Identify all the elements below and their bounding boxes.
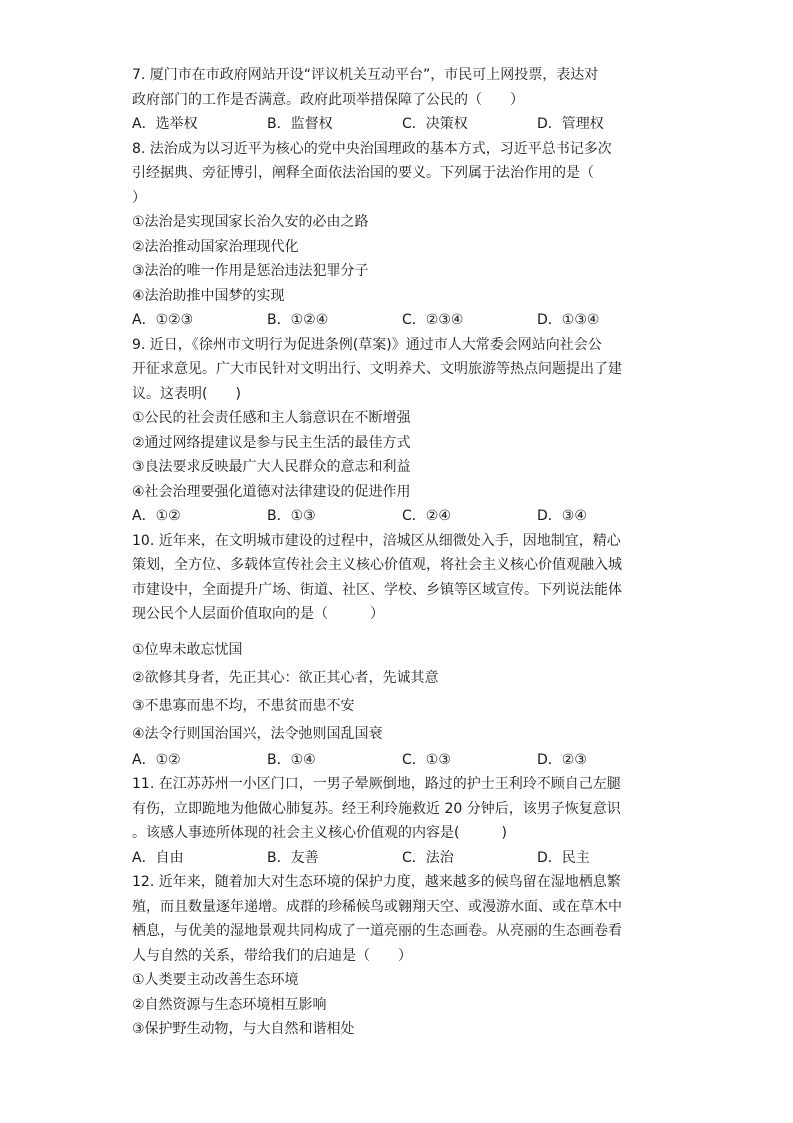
question-12-stem-line: 栖息，与优美的湿地景观共同构成了一道亮丽的生态画卷。从亮丽的生态画卷看 [132, 923, 622, 939]
question-10-item: ②欲修其身者，先正其心：欲正其心者，先诚其意 [132, 669, 439, 686]
option-a: A．①② [132, 508, 181, 524]
question-10-item: ①位卑未敢忘忧国 [132, 641, 243, 658]
question-11-stem-line: 。该感人事迹所体现的社会主义核心价值观的内容是( ) [132, 825, 507, 841]
question-11-stem-line: 有伤，立即跪地为他做心肺复苏。经王利玲施救近 20 分钟后，该男子恢复意识 [132, 800, 621, 817]
question-7 [132, 63, 672, 137]
question-9-stem-line: 议。这表明( ) [132, 385, 241, 402]
option-b: B．①④ [267, 751, 316, 768]
question-8-stem-line: ） [132, 189, 146, 206]
option-c: C．法治 [402, 849, 454, 866]
question-9-options [132, 504, 672, 529]
option-d: D．②③ [537, 751, 587, 768]
question-12-stem-line: 人与自然的关系，带给我们的启迪是（ ） [132, 947, 412, 964]
question-9 [132, 333, 672, 529]
option-d: D．①③④ [537, 312, 600, 328]
question-10-stem-line: 策划，全方位、多载体宣传社会主义核心价值观，将社会主义核心价值观融入城 [132, 557, 622, 573]
option-a: A．①② [132, 751, 181, 768]
question-7-options [132, 112, 672, 137]
question-12-stem-line: 殖，而且数量逐年递增。成群的珍稀候鸟或翱翔天空、或漫游水面、或在草木中 [132, 898, 622, 915]
option-b: B．友善 [267, 849, 319, 866]
option-a: A．自由 [132, 849, 184, 866]
option-d: D．③④ [537, 508, 587, 524]
question-9-item: ③良法要求反映最广大人民群众的意志和利益 [132, 459, 411, 475]
question-10-options [132, 748, 672, 773]
option-c: C．②④ [402, 508, 451, 524]
question-7-stem-line: 政府部门的工作是否满意。政府此项举措保障了公民的（ ） [132, 91, 524, 108]
question-8 [132, 137, 672, 333]
option-b: B．①③ [267, 508, 316, 524]
question-11 [132, 772, 672, 870]
question-8-item: ④法治助推中国梦的实现 [132, 287, 285, 304]
question-9-item: ④社会治理要强化道德对法律建设的促进作用 [132, 483, 411, 500]
option-b: B．监督权 [267, 116, 333, 132]
question-8-stem-line: 8. 法治成为以习近平为核心的党中央治国理政的基本方式，习近平总书记多次 [132, 140, 612, 157]
question-9-stem-line: 9. 近日，《徐州市文明行为促进条例(草案)》通过市人大常委会网站向社会公 [132, 336, 602, 353]
question-12-item: ①人类要主动改善生态环境 [132, 972, 299, 988]
question-10-item: ③不患寡而患不均，不患贫而患不安 [132, 697, 355, 714]
question-11-options [132, 846, 672, 871]
question-12-stem-line: 12. 近年来，随着加大对生态环境的保护力度，越来越多的候鸟留在湿地栖息繁 [132, 874, 621, 890]
question-9-item: ②通过网络提建议是参与民主生活的最佳方式 [132, 434, 411, 451]
question-12-item: ②自然资源与生态环境相互影响 [132, 996, 327, 1013]
option-c: C．决策权 [402, 116, 468, 132]
question-8-stem-line: 引经据典、旁征博引，阐释全面依法治国的要义。下列属于法治作用的是（ [132, 165, 594, 181]
question-10-stem-line: 市建设中，全面提升广场、街道、社区、学校、乡镇等区域宣传。下列说法能体 [132, 581, 622, 598]
question-9-stem-line: 开征求意见。广大市民针对文明出行、文明养犬、文明旅游等热点问题提出了建 [132, 361, 622, 377]
question-8-options [132, 308, 672, 333]
question-10-stem-line: 现公民个人层面价值取向的是（ ） [132, 606, 384, 622]
question-8-item: ③法治的唯一作用是惩治违法犯罪分子 [132, 263, 369, 279]
question-7-stem-line: 7. 厦门市在市政府网站开设“评议机关互动平台”，市民可上网投票，表达对 [132, 67, 599, 83]
question-8-item: ②法治推动国家治理现代化 [132, 238, 299, 255]
question-10 [132, 529, 672, 773]
option-a: A．①②③ [132, 312, 194, 328]
option-b: B．①②④ [267, 312, 329, 328]
question-12 [132, 870, 672, 1042]
option-c: C．①③ [402, 751, 451, 768]
option-c: C．②③④ [402, 312, 464, 328]
question-10-item: ④法令行则国治国兴，法令弛则国乱国衰 [132, 725, 383, 742]
question-11-stem-line: 11. 在江苏苏州一小区门口，一男子晕厥倒地，路过的护士王利玲不顾自己左腿 [132, 776, 621, 792]
question-8-item: ①法治是实现国家长治久安的必由之路 [132, 214, 369, 230]
question-12-item: ③保护野生动物，与大自然和谐相处 [132, 1021, 355, 1037]
question-list [132, 63, 672, 1042]
option-d: D．管理权 [537, 116, 604, 132]
question-10-stem-line: 10. 近年来，在文明城市建设的过程中，涪城区从细微处入手，因地制宜，精心 [132, 532, 621, 549]
question-9-item: ①公民的社会责任感和主人翁意识在不断增强 [132, 410, 411, 426]
option-a: A．选举权 [132, 116, 198, 132]
option-d: D．民主 [537, 849, 590, 866]
